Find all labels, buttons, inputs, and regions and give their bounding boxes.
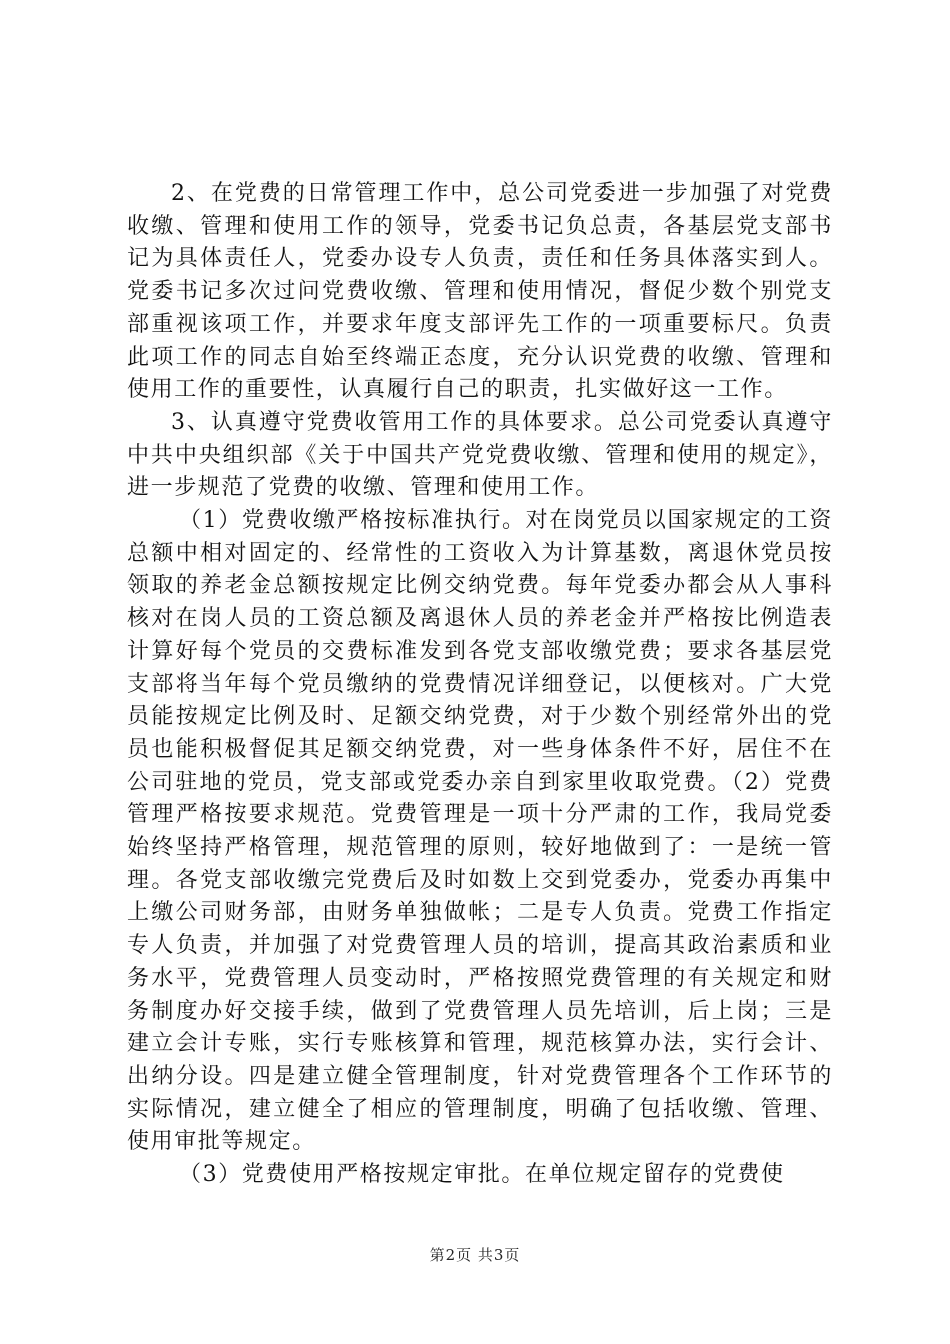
paragraph-item-3: 3、认真遵守党费收管用工作的具体要求。总公司党委认真遵守中共中央组织部《关于中国共产党党费收缴、管理和使用的规定》，进一步规范了党费的收缴、管理和使用工作。 [127,409,833,501]
document-body [127,178,833,1192]
paragraph-subitem-3: （3）党费使用严格按规定审批。在单位规定留存的党费使 [179,1162,785,1188]
paragraph-item-2: 2、在党费的日常管理工作中，总公司党委进一步加强了对党费收缴、管理和使用工作的领导，党委书记负总责，各基层党支部书记为具体责任人，党委办设专人负责，责任和任务具体落实到人。党委书记多次过问党费收缴、管理和使用情况，督促少数个别党支部重视该项工作，并要求年度支部评先工作的一项重要标尺。负责此项工作的同志自始至终端正态度，充分认识党费的收缴、管理和使用工作的重要性，认真履行自己的职责，扎实做好这一工作。 [127,181,833,403]
page-number-footer: 第2页 共3页 [429,1246,521,1264]
paragraph-subitem-1: （1）党费收缴严格按标准执行。对在岗党员以国家规定的工资总额中相对固定的、经常性的工资收入为计算基数，离退休党员按领取的养老金总额按规定比例交纳党费。每年党委办都会从人事科核对在岗人员的工资总额及离退休人员的养老金并严格按比例造表计算好每个党员的交费标准发到各党支部收缴党费；要求各基层党支部将当年每个党员缴纳的党费情况详细登记，以便核对。广大党员能按规定比例及时、足额交纳党费，对于少数个别经常外出的党员也能积极督促其足额交纳党费，对一些身体条件不好，居住不在公司驻地的党员，党支部或党委办亲自到家里收取党费。（2）党费管理严格按要求规范。党费管理是一项十分严肃的工作，我局党委始终坚持严格管理，规范管理的原则，较好地做到了：一是统一管理。各党支部收缴完党费后及时如数上交到党委办，党委办再集中上缴公司财务部，由财务单独做帐；二是专人负责。党费工作指定专人负责，并加强了对党费管理人员的培训，提高其政治素质和业务水平，党费管理人员变动时，严格按照党费管理的有关规定和财务制度办好交接手续，做到了党费管理人员先培训，后上岗；三是建立会计专账，实行专账核算和管理，规范核算办法，实行会计、出纳分设。四是建立健全管理制度，针对党费管理各个工作环节的实际情况，建立健全了相应的管理制度，明确了包括收缴、管理、使用审批等规定。 [127,508,833,1155]
